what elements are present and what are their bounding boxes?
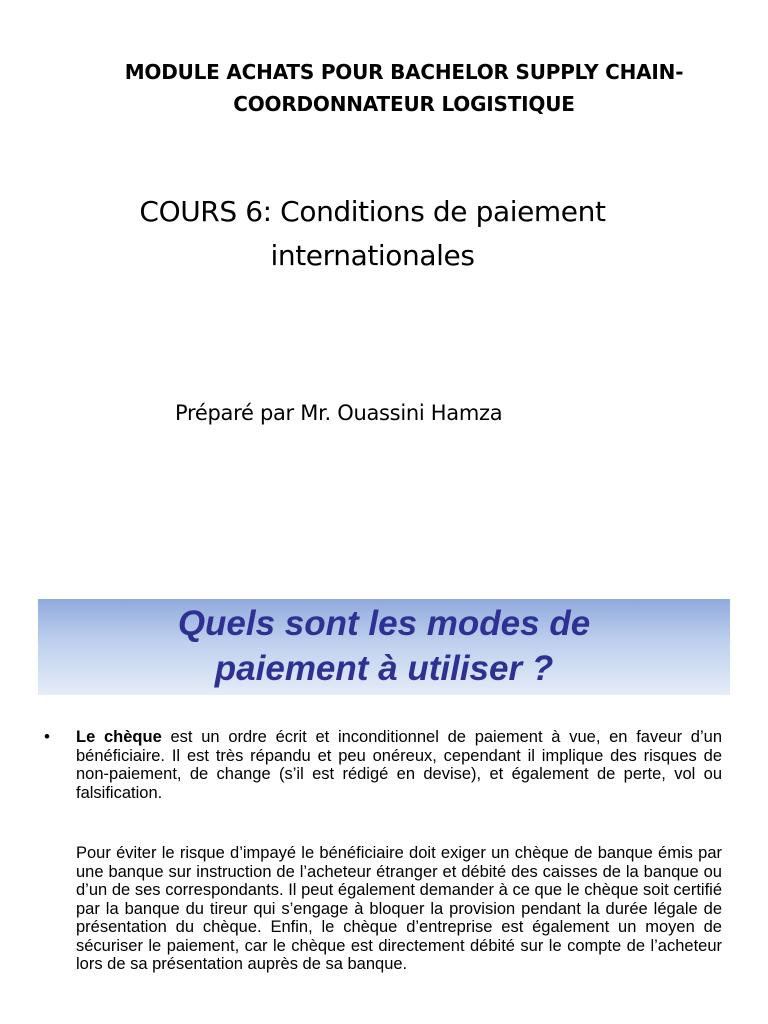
bullet-term: Le chèque (76, 728, 162, 746)
banner-title-line1: Quels sont les modes de (177, 604, 591, 643)
cheque-definition-paragraph (76, 728, 722, 802)
module-title (40, 56, 768, 120)
course-title (0, 190, 745, 278)
module-title-line2: COORDONNATEUR LOGISTIQUE (233, 92, 575, 116)
cheque-risk-paragraph: Pour éviter le risque d’impayé le bénéficiaire doit exiger un chèque de banque émis par une banque sur instruction de l’acheteur étranger et débité des caisses de la banque ou d’un de ses correspondants. Il peut également demander à ce que le chèque soit certifié par la banque du tireur qui s’engage à bloquer la provision pendant la durée légale de présentation du chèque. Enfin, le chèque d’entreprise est également un moyen de sécuriser le paiement, car le chèque est directement débité sur le compte de l’acheteur lors de sa présentation auprès de sa banque. (76, 844, 722, 973)
bullet-marker: • (44, 727, 50, 746)
banner-title (38, 601, 730, 691)
module-title-line1: MODULE ACHATS POUR BACHELOR SUPPLY CHAIN- (124, 60, 684, 84)
course-title-line1: COURS 6: Conditions de paiement (139, 195, 606, 228)
author-line: Préparé par Mr. Ouassini Hamza (175, 401, 503, 425)
bullet-text: est un ordre écrit et inconditionnel de paiement à vue, en faveur d’un bénéficiaire. Il est très répandu et peu onéreux, cependant il implique des risques de non-paiement, de change (s’il est rédigé en devise), et également de perte, vol ou falsification. (76, 728, 723, 802)
question-banner (38, 599, 730, 695)
banner-title-line2: paiement à utiliser ? (214, 649, 554, 688)
content-slide (0, 580, 768, 1024)
course-title-line2: internationales (270, 239, 475, 272)
